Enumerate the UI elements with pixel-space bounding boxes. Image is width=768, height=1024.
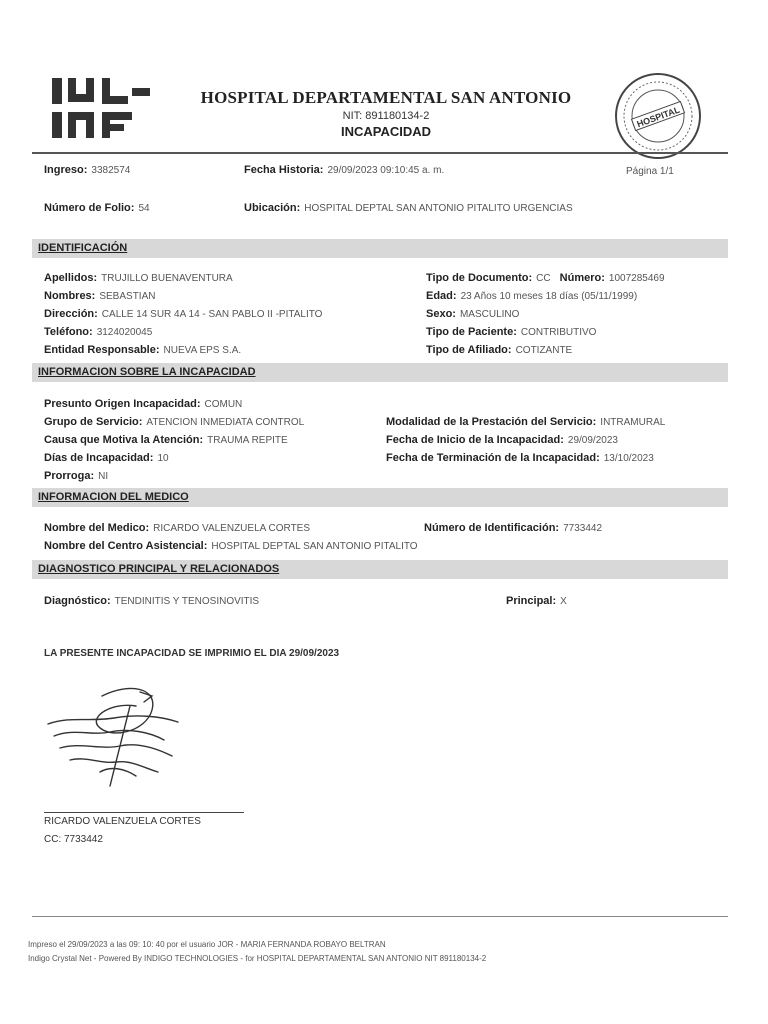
tipo-paciente-field: Tipo de Paciente: CONTRIBUTIVO: [426, 326, 597, 338]
hospital-nit: NIT: 891180134-2: [342, 110, 430, 122]
section-diagnostico: DIAGNOSTICO PRINCIPAL Y RELACIONADOS: [32, 560, 728, 579]
edad-field: Edad: 23 Años 10 meses 18 días (05/11/1999): [426, 290, 638, 302]
header-rule: [32, 152, 728, 154]
ubicacion-field: Ubicación: HOSPITAL DEPTAL SAN ANTONIO PITALITO URGENCIAS: [244, 202, 573, 214]
footer-powered-by: Indigo Crystal Net - Powered By INDIGO TECHNOLOGIES - for HOSPITAL DEPARTAMENTAL SAN ANTONIO NIT 891180134-2: [28, 954, 487, 963]
identificacion-medico-field: Número de Identificación: 7733442: [424, 522, 603, 534]
tipo-afiliado-field: Tipo de Afiliado: COTIZANTE: [426, 344, 573, 356]
document-type: INCAPACIDAD: [340, 124, 432, 139]
fecha-inicio-field: Fecha de Inicio de la Incapacidad: 29/09/2023: [386, 434, 618, 446]
signature-line: [44, 812, 244, 813]
signature-cc: CC: 7733442: [44, 834, 103, 845]
print-note: LA PRESENTE INCAPACIDAD SE IMPRIMIO EL DIA 29/09/2023: [44, 648, 340, 659]
principal-field: Principal: X: [506, 595, 567, 607]
diagnostico-field: Diagnóstico: TENDINITIS Y TENOSINOVITIS: [44, 595, 260, 607]
hospital-name: HOSPITAL DEPARTAMENTAL SAN ANTONIO: [200, 88, 572, 107]
modalidad-field: Modalidad de la Prestación del Servicio: INTRAMURAL: [386, 416, 666, 428]
apellidos-field: Apellidos: TRUJILLO BUENAVENTURA: [44, 272, 233, 284]
section-identificacion: IDENTIFICACIÓN: [32, 239, 728, 258]
nombres-field: Nombres: SEBASTIAN: [44, 290, 156, 302]
dias-field: Días de Incapacidad: 10: [44, 452, 169, 464]
page-number: Página 1/1: [626, 166, 674, 177]
grupo-servicio-field: Grupo de Servicio: ATENCION INMEDIATA CONTROL: [44, 416, 305, 428]
entidad-field: Entidad Responsable: NUEVA EPS S.A.: [44, 344, 242, 356]
signature-name: RICARDO VALENZUELA CORTES: [44, 816, 201, 827]
section-incapacidad: INFORMACION SOBRE LA INCAPACIDAD: [32, 363, 728, 382]
prorroga-field: Prorroga: NI: [44, 470, 109, 482]
section-medico: INFORMACION DEL MEDICO: [32, 488, 728, 507]
fecha-terminacion-field: Fecha de Terminación de la Incapacidad: 13/10/2023: [386, 452, 654, 464]
nombre-medico-field: Nombre del Medico: RICARDO VALENZUELA CORTES: [44, 522, 311, 534]
footer-printed-by: Impreso el 29/09/2023 a las 09: 10: 40 por el usuario JOR - MARIA FERNANDA ROBAYO BELTRAN: [28, 940, 386, 949]
centro-asistencial-field: Nombre del Centro Asistencial: HOSPITAL DEPTAL SAN ANTONIO PITALITO: [44, 540, 418, 552]
ingreso-field: Ingreso: 3382574: [44, 164, 131, 176]
causa-field: Causa que Motiva la Atención: TRAUMA REPITE: [44, 434, 288, 446]
footer-rule: [32, 916, 728, 917]
hospital-seal: [612, 70, 704, 162]
folio-field: Número de Folio: 54: [44, 202, 150, 214]
tipo-documento-field: Tipo de Documento: CC Número: 1007285469: [426, 272, 665, 284]
doctor-signature: [40, 676, 190, 796]
telefono-field: Teléfono: 3124020045: [44, 326, 153, 338]
origen-field: Presunto Origen Incapacidad: COMUN: [44, 398, 243, 410]
hospital-logo: [52, 76, 150, 140]
direccion-field: Dirección: CALLE 14 SUR 4A 14 - SAN PABLO II -PITALITO: [44, 308, 323, 320]
seal-text: HOSPITAL: [635, 104, 682, 130]
fecha-historia-field: Fecha Historia: 29/09/2023 09:10:45 a. m.: [244, 164, 445, 176]
sexo-field: Sexo: MASCULINO: [426, 308, 520, 320]
